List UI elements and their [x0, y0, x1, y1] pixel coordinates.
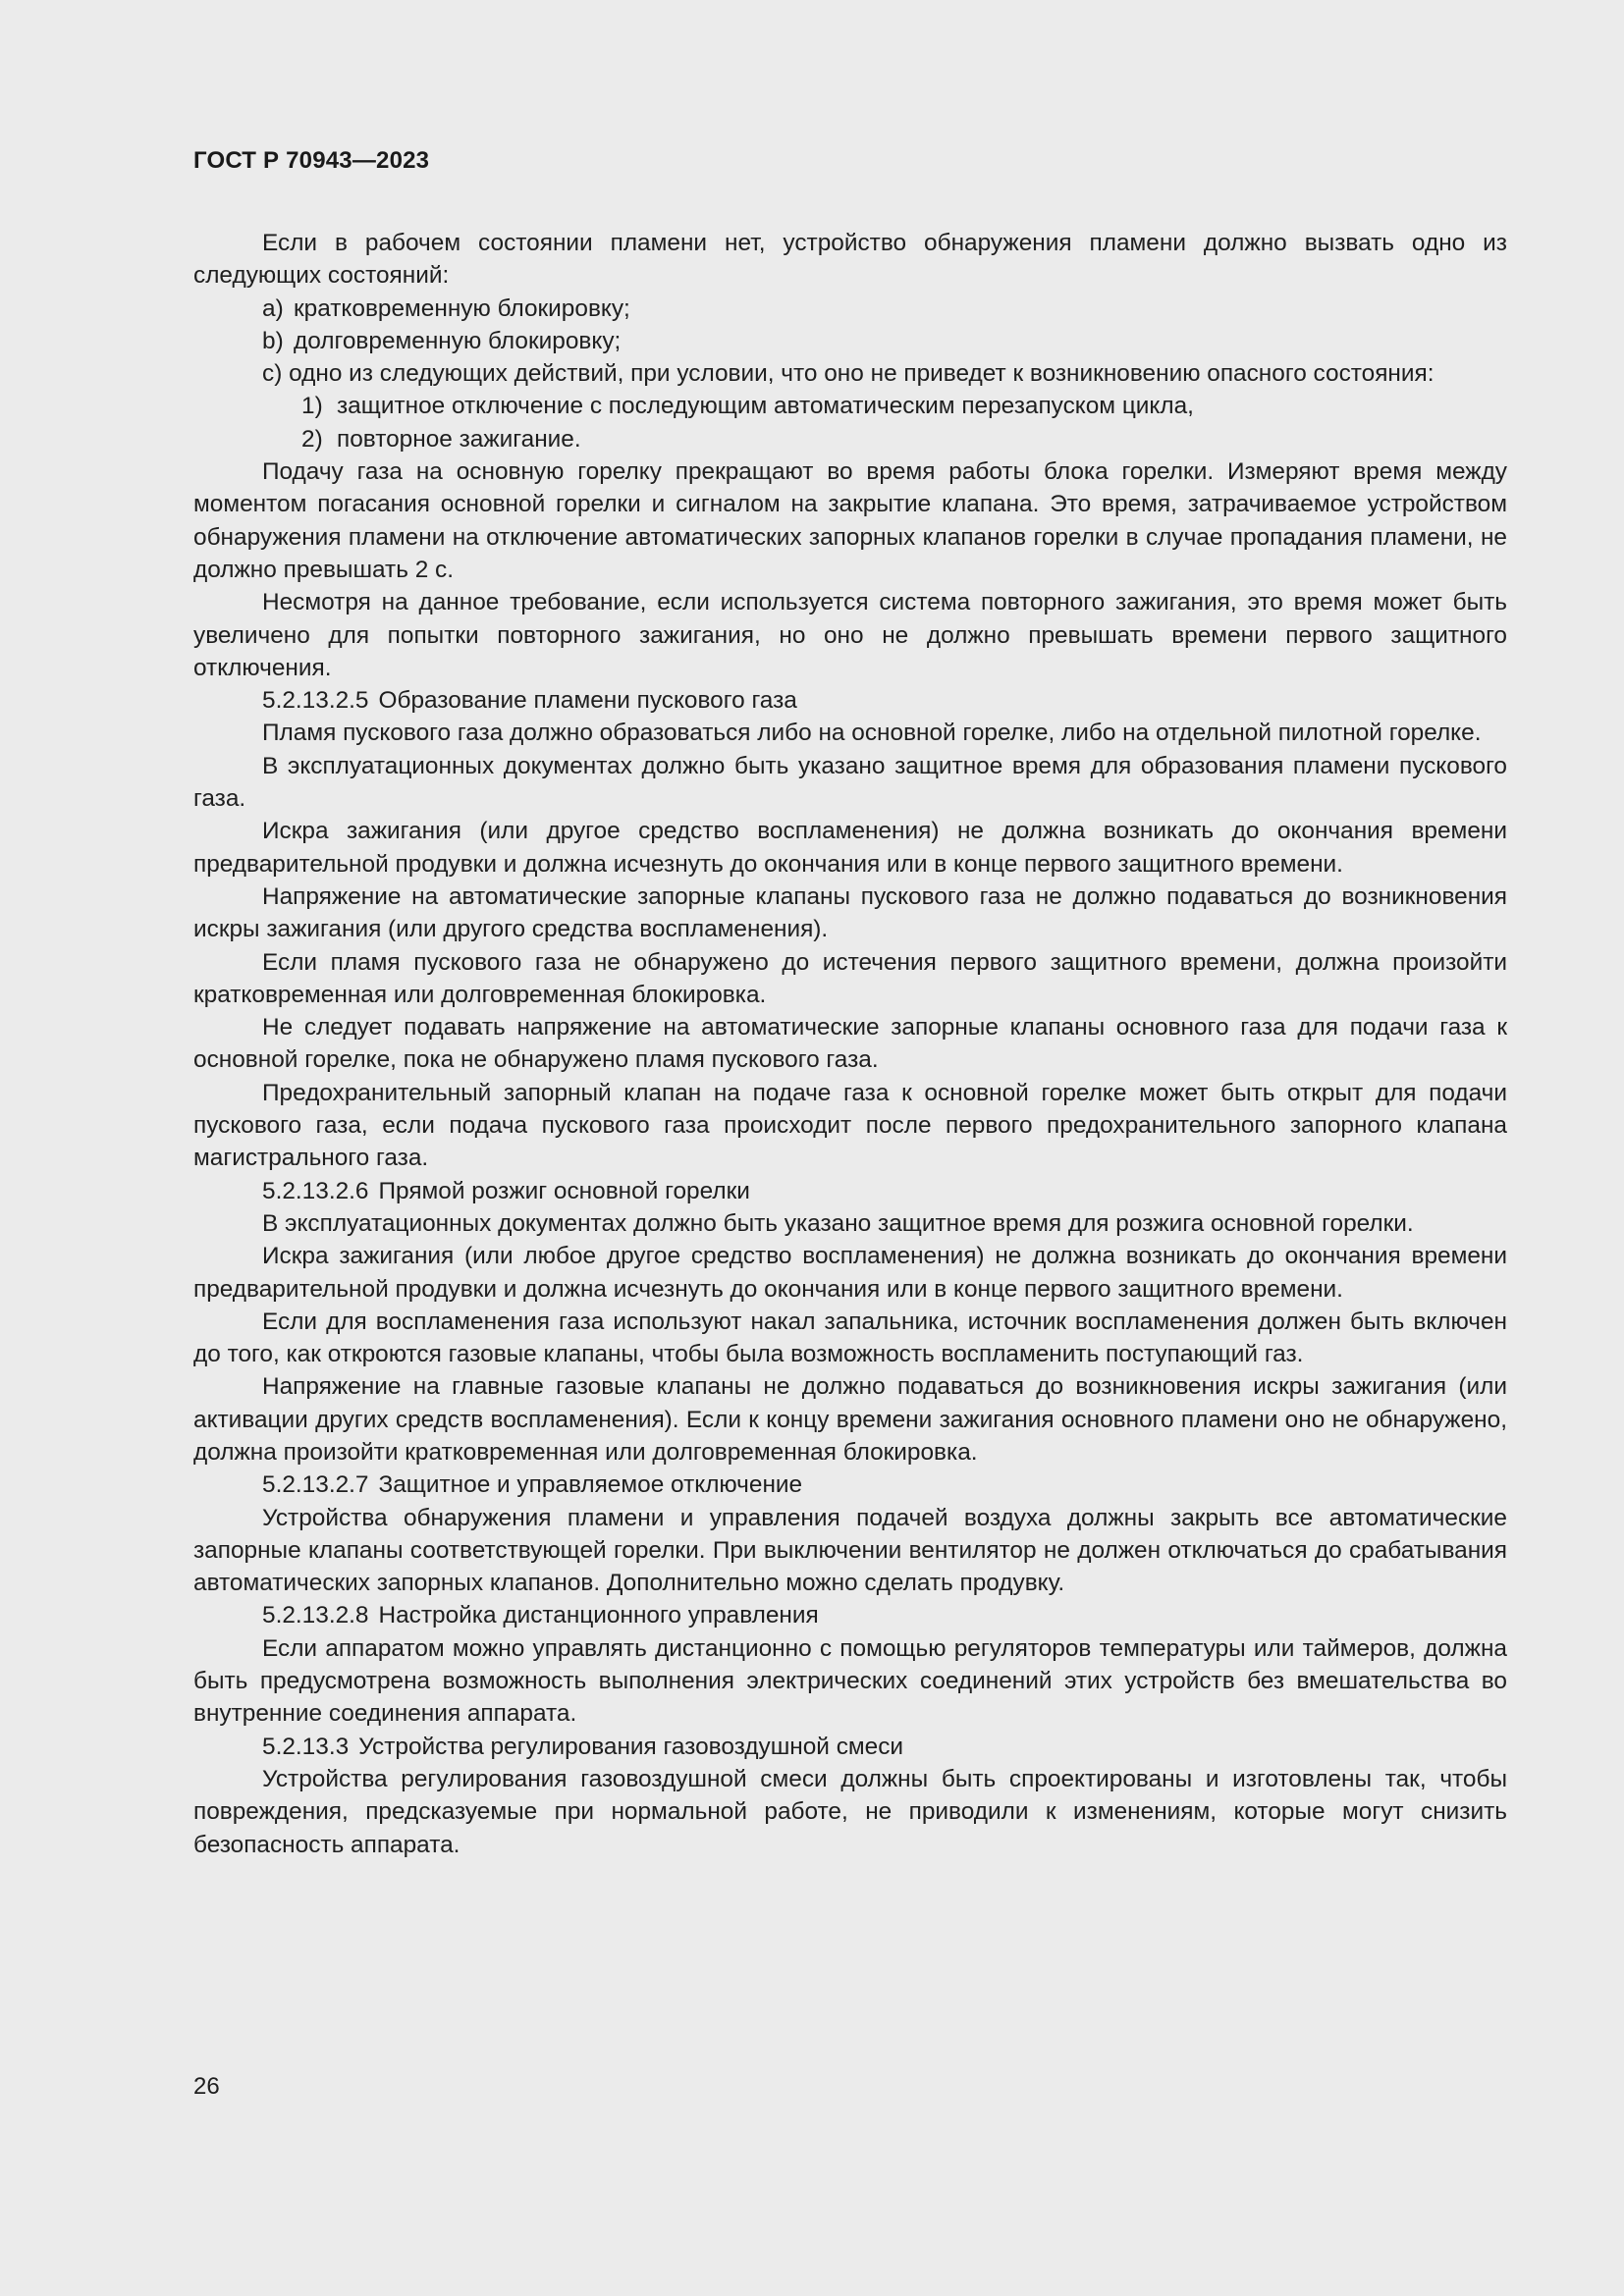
- paragraph: Пламя пускового газа должно образоваться либо на основной горелке, либо на отдельной пилотной горелке.: [262, 720, 1482, 747]
- paragraph: Если пламя пускового газа не обнаружено до истечения первого защитного времени, должна произойти кратковременная или долговременная блокировка.: [193, 948, 1507, 1008]
- section-number: 5.2.13.2.5: [262, 687, 369, 715]
- page-number: 26: [193, 2073, 220, 2100]
- list-marker: 2): [301, 425, 323, 453]
- list-item: [193, 293, 1507, 325]
- paragraph: Подачу газа на основную горелку прекращают во время работы блока горелки. Измеряют время между моментом погасания основной горелки и сигналом на закрытие клапана. Это время, затрачиваемое устройством обнаружения пламени на отключение автоматических запорных клапанов горелки в случае пропадания пламени, не должно превышать 2 с.: [193, 458, 1507, 583]
- sub-list-item: [193, 423, 1507, 455]
- section-heading: [193, 1599, 1507, 1631]
- paragraph: В эксплуатационных документах должно быть указано защитное время для образования пламени пускового газа.: [193, 752, 1507, 813]
- paragraph: Несмотря на данное требование, если используется система повторного зажигания, это время может быть увеличено для попытки повторного зажигания, но оно не должно превышать времени первого защитного отключения.: [193, 589, 1507, 681]
- section-heading: [193, 1731, 1507, 1763]
- list-item-text: долговременную блокировку;: [294, 327, 622, 354]
- paragraph: Если в рабочем состоянии пламени нет, устройство обнаружения пламени должно вызвать одно из следующих состояний:: [193, 230, 1507, 290]
- section-heading: [193, 684, 1507, 717]
- section-title: Защитное и управляемое отключение: [378, 1471, 803, 1499]
- document-body: [193, 227, 1507, 1861]
- paragraph: Напряжение на автоматические запорные клапаны пускового газа не должно подаваться до возникновения искры зажигания (или другого средства воспламенения).: [193, 882, 1507, 943]
- list-item: [193, 357, 1507, 390]
- list-marker: b): [262, 327, 284, 354]
- section-number: 5.2.13.2.6: [262, 1177, 369, 1204]
- paragraph: Если аппаратом можно управлять дистанционно с помощью регуляторов температуры или таймеров, должна быть предусмотрена возможность выполнения электрических соединений этих устройств без вмешательства во внутренние соединения аппарата.: [193, 1634, 1507, 1728]
- list-item-text: одно из следующих действий, при условии, что оно не приведет к возникновению опасного состояния:: [289, 360, 1435, 388]
- section-number: 5.2.13.3: [262, 1733, 350, 1760]
- paragraph: Не следует подавать напряжение на автоматические запорные клапаны основного газа для подачи газа к основной горелке, пока не обнаружено пламя пускового газа.: [193, 1014, 1507, 1074]
- paragraph: Предохранительный запорный клапан на подаче газа к основной горелке может быть открыт для подачи пускового газа, если подача пускового газа происходит после первого предохранительного запорного клапана магистрального газа.: [193, 1079, 1507, 1172]
- paragraph: Если для воспламенения газа используют накал запальника, источник воспламенения должен быть включен до того, как откроются газовые клапаны, чтобы была возможность воспламенить поступающий газ.: [193, 1308, 1507, 1368]
- document-code-header: ГОСТ Р 70943—2023: [193, 147, 430, 174]
- list-marker: a): [262, 294, 284, 322]
- section-number: 5.2.13.2.8: [262, 1602, 369, 1629]
- section-heading: [193, 1175, 1507, 1207]
- sub-list-item: [193, 390, 1507, 422]
- paragraph: Искра зажигания (или другое средство воспламенения) не должна возникать до окончания времени предварительной продувки и должна исчезнуть до окончания или в конце первого защитного времени.: [193, 818, 1507, 878]
- section-heading: [193, 1468, 1507, 1501]
- paragraph: В эксплуатационных документах должно быть указано защитное время для розжига основной горелки.: [262, 1209, 1414, 1237]
- list-marker: c): [262, 360, 283, 388]
- list-item-text: кратковременную блокировку;: [294, 294, 630, 322]
- section-title: Образование пламени пускового газа: [378, 687, 797, 715]
- section-title: Настройка дистанционного управления: [378, 1602, 819, 1629]
- section-number: 5.2.13.2.7: [262, 1471, 369, 1499]
- paragraph: Искра зажигания (или любое другое средство воспламенения) не должна возникать до окончания времени предварительной продувки и должна исчезнуть до окончания или в конце первого защитного времени.: [193, 1243, 1507, 1303]
- list-marker: 1): [301, 393, 323, 420]
- paragraph: Устройства регулирования газовоздушной смеси должны быть спроектированы и изготовлены так, чтобы повреждения, предсказуемые при нормальной работе, не приводили к изменениям, которые могут снизить безопасность аппарата.: [193, 1765, 1507, 1858]
- paragraph: Напряжение на главные газовые клапаны не должно подаваться до возникновения искры зажигания (или активации других средств воспламенения). Если к концу времени зажигания основного пламени оно не обнаружено, должна произойти кратковременная или долговременная блокировка.: [193, 1373, 1507, 1466]
- section-title: Устройства регулирования газовоздушной смеси: [358, 1733, 904, 1760]
- list-item-text: защитное отключение с последующим автоматическим перезапуском цикла,: [337, 393, 1194, 420]
- list-item-text: повторное зажигание.: [337, 425, 581, 453]
- paragraph: Устройства обнаружения пламени и управления подачей воздуха должны закрыть все автоматические запорные клапаны соответствующей горелки. При выключении вентилятор не должен отключаться до срабатывания автоматических запорных клапанов. Дополнительно можно сделать продувку.: [193, 1504, 1507, 1597]
- section-title: Прямой розжиг основной горелки: [378, 1177, 750, 1204]
- list-item: [193, 325, 1507, 357]
